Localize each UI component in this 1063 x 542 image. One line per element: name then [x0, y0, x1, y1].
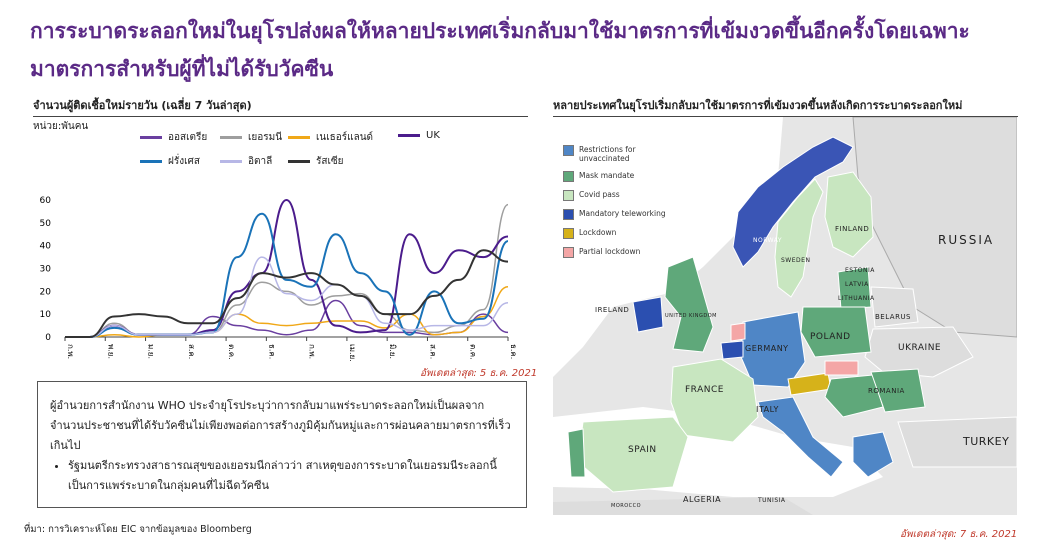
legend-swatch: [220, 136, 242, 139]
map-legend-swatch: [563, 145, 574, 156]
label-ukraine: UKRAINE: [898, 343, 942, 353]
unit-label: หน่วย:พันคน: [33, 121, 89, 132]
x-tick-label: ส.ค.: [186, 344, 196, 360]
legend-swatch: [140, 136, 162, 139]
label-algeria: ALGERIA: [683, 495, 722, 504]
x-tick-label: ต.ค.: [468, 344, 478, 360]
legend-label: ออสเตรีย: [168, 132, 208, 143]
series-line-3: [65, 200, 508, 337]
x-tick-label: ก.พ.: [66, 344, 75, 360]
series-line-4: [65, 214, 508, 337]
label-estonia: ESTONIA: [845, 267, 875, 274]
x-tick-label: ธ.ค.: [509, 344, 518, 360]
label-turkey: TURKEY: [963, 435, 1010, 448]
y-tick-label: 60: [39, 196, 51, 206]
legend-swatch: [220, 160, 242, 163]
map-legend: [563, 145, 669, 266]
map-legend-label: Mask mandate: [579, 171, 635, 180]
label-romania: ROMANIA: [868, 387, 905, 395]
label-latvia: LATVIA: [845, 281, 869, 288]
map-legend-item: [563, 145, 669, 163]
source-note: ที่มา: การวิเคราะห์โดย EIC จากข้อมูลของ Bloomberg: [24, 524, 252, 535]
legend-label: เยอรมนี: [248, 132, 283, 143]
label-uk: UNITED KINGDOM: [665, 313, 717, 319]
label-belarus: BELARUS: [875, 313, 912, 321]
x-tick-label: ต.ค.: [227, 344, 237, 360]
map-legend-item: [563, 209, 669, 220]
legend-swatch: [288, 160, 310, 163]
legend-label: เนเธอร์แลนด์: [316, 132, 374, 143]
legend-item-4: [140, 154, 200, 169]
label-sweden: SWEDEN: [781, 257, 811, 264]
x-tick-label: ธ.ค.: [267, 344, 277, 360]
legend-swatch: [398, 134, 420, 137]
label-spain: SPAIN: [628, 445, 657, 455]
info-paragraph: ผู้อำนวยการสำนักงาน WHO ประจำยุโรประบุว่าการกลับมาแพร่ระบาดระลอกใหม่เป็นผลจากจำนวนประชาชนที่ได้รับวัคซีนไม่เพียงพอต่อการสร้างภูมิคุ้มกันหมู่และการผ่อนคลายมาตรการที่เร็วเกินไป: [50, 399, 511, 452]
map-legend-label: Mandatory teleworking: [579, 209, 666, 218]
map-legend-swatch: [563, 247, 574, 258]
chart-updated-note: อัพเดตล่าสุด: 5 ธ.ค. 2021: [420, 368, 538, 379]
page-title: การระบาดระลอกใหม่ในยุโรปส่งผลให้หลายประเทศเริ่มกลับมาใช้มาตรการที่เข้มงวดขึ้นอีกครั้งโดยเฉพาะมาตรการสำหรับผู้ที่ไม่ได้รับวัคซีน: [30, 19, 970, 81]
map-legend-label: Covid pass: [579, 190, 620, 199]
label-ireland: IRELAND: [595, 306, 630, 314]
label-russia: RUSSIA: [938, 233, 995, 247]
y-tick-label: 0: [45, 333, 51, 343]
label-lithuania: LITHUANIA: [838, 295, 875, 302]
map-subtitle: หลายประเทศในยุโรปเริ่มกลับมาใช้มาตรการที่เข้มงวดขึ้นหลังเกิดการระบาดระลอกใหม่: [553, 96, 1018, 117]
europe-map: [553, 117, 1017, 515]
legend-label: รัสเซีย: [316, 156, 344, 167]
map-legend-swatch: [563, 209, 574, 220]
map-updated-note: อัพเดตล่าสุด: 7 ธ.ค. 2021: [900, 529, 1018, 540]
info-textbox: [37, 381, 527, 508]
y-tick-label: 50: [39, 218, 51, 229]
legend-label: อิตาลี: [248, 156, 273, 167]
label-morocco: MOROCCO: [611, 503, 642, 509]
label-germany: GERMANY: [745, 344, 789, 353]
legend-item-5: [220, 154, 272, 169]
map-legend-label: Restrictions for unvaccinated: [579, 145, 636, 163]
map-legend-label: Lockdown: [579, 228, 617, 237]
map-legend-swatch: [563, 190, 574, 201]
legend-label: UK: [426, 130, 440, 141]
label-tunisia: TUNISIA: [758, 497, 786, 504]
x-tick-label: พ.ย.: [106, 344, 116, 360]
map-legend-label: Partial lockdown: [579, 247, 641, 256]
legend-item-6: [288, 154, 344, 169]
map-legend-item: [563, 190, 669, 201]
legend-label: ฝรั่งเศส: [168, 156, 200, 167]
legend-item-2: [288, 130, 373, 145]
legend-swatch: [288, 136, 310, 139]
legend-item-1: [220, 130, 282, 145]
x-tick-label: ม.ย.: [146, 344, 156, 360]
info-bullet: • รัฐมนตรีกระทรวงสาธารณสุขของเยอรมนีกล่าวว่า สาเหตุของการระบาดในเยอรมนีระลอกนี้เป็นการแพร่ระบาดในกลุ่มคนที่ไม่ฉีดวัคซีน: [68, 456, 514, 496]
x-tick-label: ก.พ.: [307, 344, 317, 360]
line-chart: [30, 188, 520, 366]
label-france: FRANCE: [685, 385, 724, 395]
map-legend-item: [563, 228, 669, 239]
map-legend-item: [563, 171, 669, 182]
y-tick-label: 20: [39, 287, 51, 298]
legend-item-3: [398, 130, 440, 141]
label-finland: FINLAND: [835, 225, 870, 233]
label-poland: POLAND: [810, 332, 851, 342]
legend-swatch: [140, 160, 162, 163]
x-tick-label: ส.ค.: [428, 344, 438, 360]
map-legend-item: [563, 247, 669, 258]
map-legend-swatch: [563, 228, 574, 239]
x-tick-label: เม.ย.: [347, 344, 357, 362]
left-chart-subtitle: จำนวนผู้ติดเชื้อใหม่รายวัน (เฉลี่ย 7 วันล่าสุด): [33, 96, 528, 117]
map-legend-swatch: [563, 171, 574, 182]
label-italy: ITALY: [756, 405, 779, 414]
legend-item-0: [140, 130, 207, 145]
label-norway: NORWAY: [753, 237, 783, 244]
y-tick-label: 30: [39, 264, 51, 275]
x-tick-label: มิ.ย.: [388, 344, 398, 360]
y-tick-label: 10: [39, 310, 51, 321]
y-tick-label: 40: [39, 241, 51, 252]
